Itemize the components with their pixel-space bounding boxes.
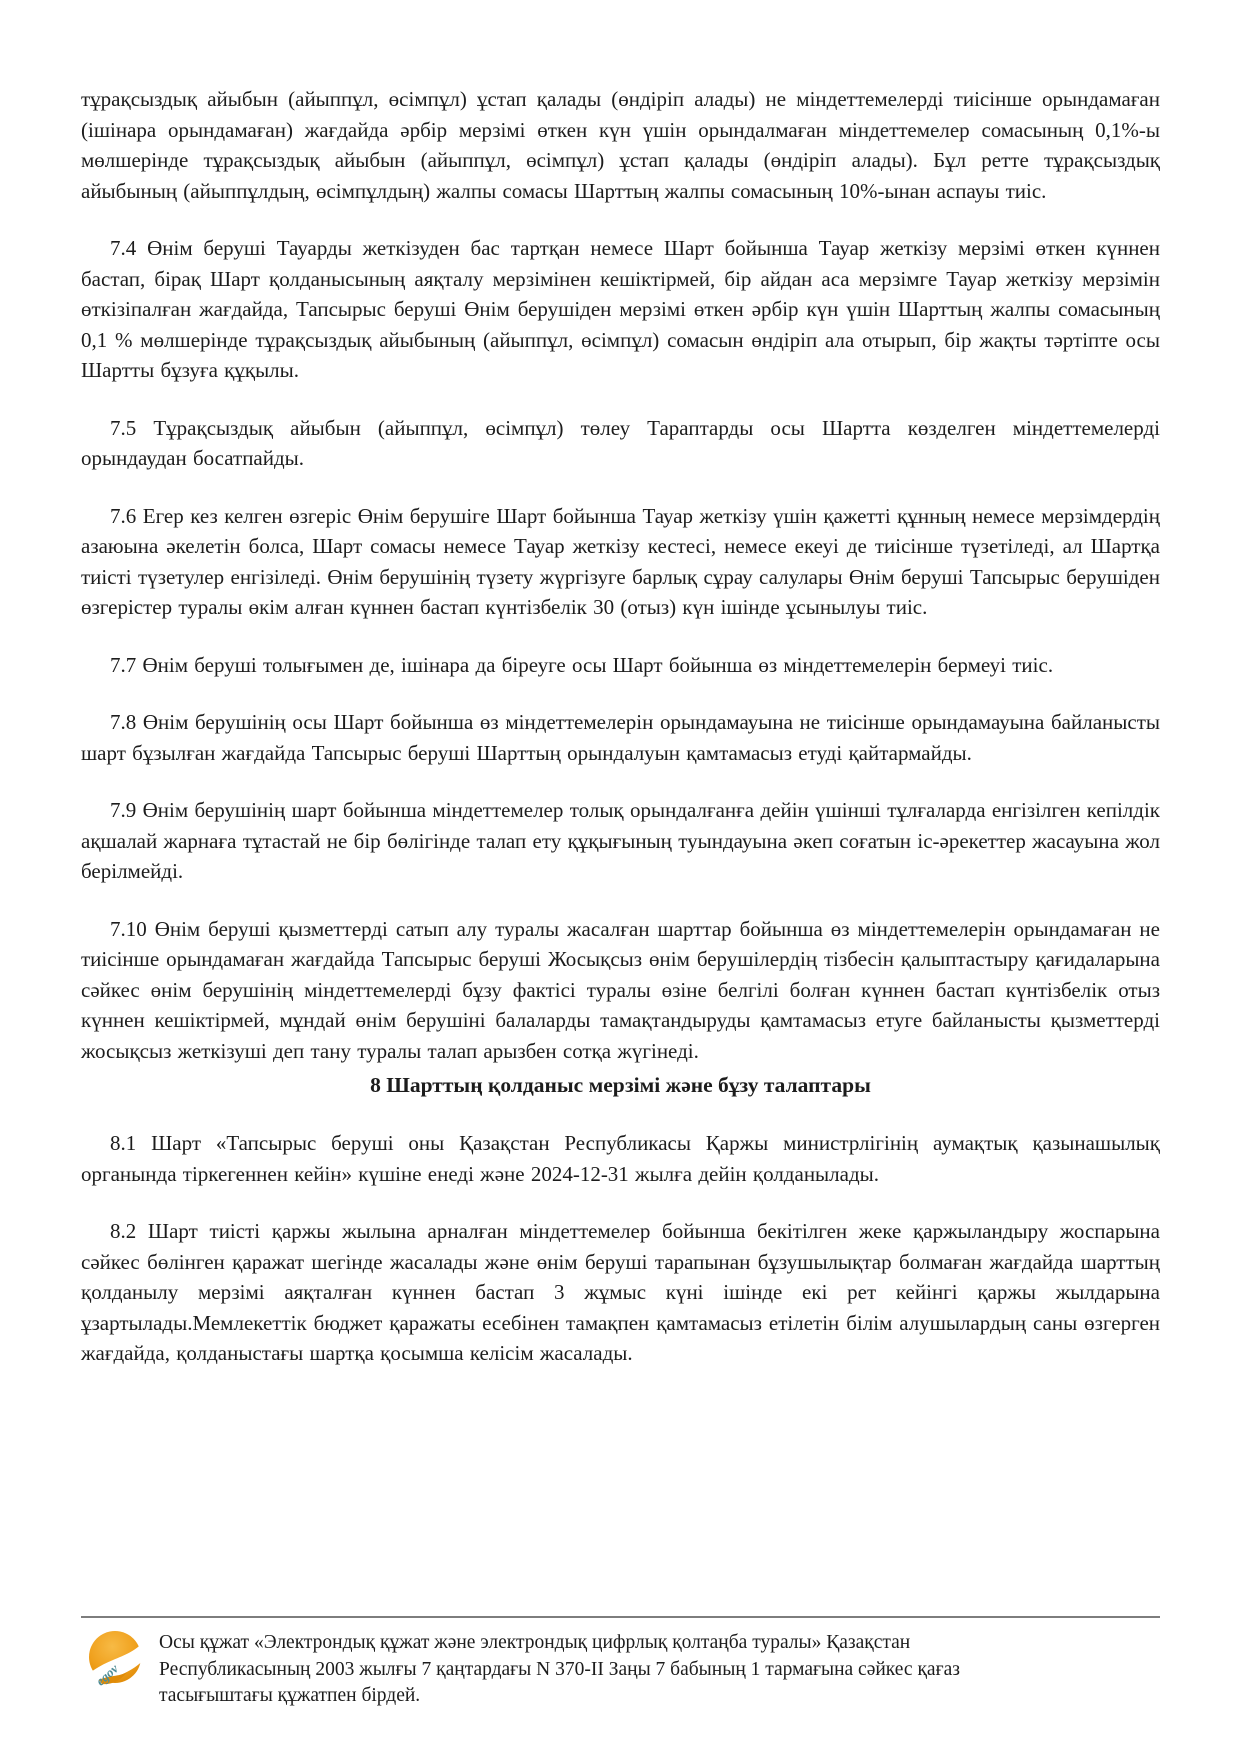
paragraph-7-4: 7.4 Өнім беруші Тауарды жеткізуден бас тартқан немесе Шарт бойынша Тауар жеткізу мерзімі өткен күннен бастап, бірақ Шарт қолданысының аяқталу мерзімінен кешіктірмей, бір айдан аса мерзімге Тауар жеткізу мерзімін өткізіпалған жағдайда, Тапсырыс беруші Өнім берушіден мерзімі өткен әрбір күн үшін Шарттың жалпы сомасының 0,1 % мөлшерінде тұрақсыздық айыбының (айыппұл, өсімпұл) сомасын өндіріп ала отырып, бір жақты тәртіпте осы Шартты бұзуға құқылы. <box>81 236 1160 382</box>
section-8-heading: 8 Шарттың қолданыс мерзімі және бұзу талаптары <box>370 1073 871 1097</box>
paragraph-7-6: 7.6 Егер кез келген өзгеріс Өнім берушіге Шарт бойынша Тауар жеткізу үшін қажетті құнның немесе мерзімдердің азаюына әкелетін болса, Шарт сомасы немесе Тауар жеткізу кестесі, немесе екеуі де тиісінше түзетіледі, ал Шартқа тиісті түзетулер енгізіледі. Өнім берушінің түзету жүргізуге барлық сұрау салулары Өнім беруші Тапсырыс берушіден өзгерістер туралы өкім алған күннен бастап күнтізбелік 30 (отыз) күн ішінде ұсынылуы тиіс. <box>81 503 1160 619</box>
paragraph-7-9: 7.9 Өнім берушінің шарт бойынша міндеттемелер толық орындалғанға дейін үшінші тұлғаларда енгізілген кепілдік ақшалай жарнаға тұтастай не бір бөлігінде талап ету құқығының туындауына әкеп соғатын іс-әрекеттер жасауына жол берілмейді. <box>81 798 1160 883</box>
paragraph-7-8: 7.8 Өнім берушінің осы Шарт бойынша өз міндеттемелерін орындамауына не тиісінше орындамауына байланысты шарт бұзылған жағдайда Тапсырыс беруші Шарттың орындалуын қамтамасыз етуді қайтармайды. <box>81 710 1160 765</box>
document-content <box>81 84 1160 1396</box>
footer-disclaimer: Осы құжат «Электрондық құжат және электрондық цифрлық қолтаңба туралы» Қазақстан Республикасының 2003 жылғы 7 қаңтардағы N 370-II Заңы 7 бабының 1 тармағына сәйкес қағаз тасығыштағы құжатпен бірдей. <box>159 1632 960 1706</box>
svg-text:egov: egov <box>92 1660 122 1689</box>
egov-logo-icon <box>87 1628 147 1692</box>
paragraph-8-1: 8.1 Шарт «Тапсырыс беруші оны Қазақстан Республикасы Қаржы министрлігінің аумақтық қазынашылық органында тіркегеннен кейін» күшіне енеді және 2024-12-31 жылға дейін қолданылады. <box>81 1131 1160 1186</box>
paragraph-8-2: 8.2 Шарт тиісті қаржы жылына арналған міндеттемелер бойынша бекітілген жеке қаржыландыру жоспарына сәйкес бөлінген қаражат шегінде жасалады және өнім беруші тарапынан бұзушылықтар болмаған жағдайда шарттың қолданылу мерзімі аяқталған күннен бастап 3 жұмыс күні ішінде екі рет кейінгі қаржы жылдарына ұзартылады.Мемлекеттік бюджет қаражаты есебінен тамақпен қамтамасыз етілетін білім алушылардың саны өзгерген жағдайда, қолданыстағы шартқа қосымша келісім жасалады. <box>81 1219 1160 1365</box>
footer-divider <box>81 1616 1160 1618</box>
footer <box>81 1616 1160 1710</box>
paragraph-7-5: 7.5 Тұрақсыздық айыбын (айыппұл, өсімпұл) төлеу Тараптарды осы Шартта көзделген міндеттемелерді орындаудан босатпайды. <box>81 415 1160 470</box>
paragraph-7-10: 7.10 Өнім беруші қызметтерді сатып алу туралы жасалған шарттар бойынша өз міндеттемелерін орындамаған не тиісінше орындамаған жағдайда Тапсырыс беруші Жосықсыз өнім берушілердің тізбесін қалыптастыру қағидаларына сәйкес өнім берушінің міндеттемелерді бұзу фактісі туралы өзіне белгілі болған күннен бастап күнтізбелік отыз күннен кешіктірмей, мұндай өнім берушіні балаларды тамақтандыруды қамтамасыз етуге байланысты қызметтерді жосықсыз жеткізуші деп тану туралы талап арызбен сотқа жүгінеді. <box>81 916 1160 1063</box>
paragraph-7-7: 7.7 Өнім беруші толығымен де, ішінара да біреуге осы Шарт бойынша өз міндеттемелерін бермеуі тиіс. <box>110 652 1054 677</box>
paragraph-continuation: тұрақсыздық айыбын (айыппұл, өсімпұл) ұстап қалады (өндіріп алады) не міндеттемелерді тиісінше орындамаған (ішінара орындамаған) жағдайда әрбір мерзімі өткен күн үшін орындалмаған міндеттемелер сомасының 0,1%-ы мөлшерінде тұрақсыздық айыбын (айыппұл, өсімпұл) ұстап қалады (өндіріп алады). Бұл ретте тұрақсыздық айыбының (айыппұлдың, өсімпұлдың) жалпы сомасы Шарттың жалпы сомасының 10%-ынан аспауы тиіс. <box>81 87 1160 203</box>
